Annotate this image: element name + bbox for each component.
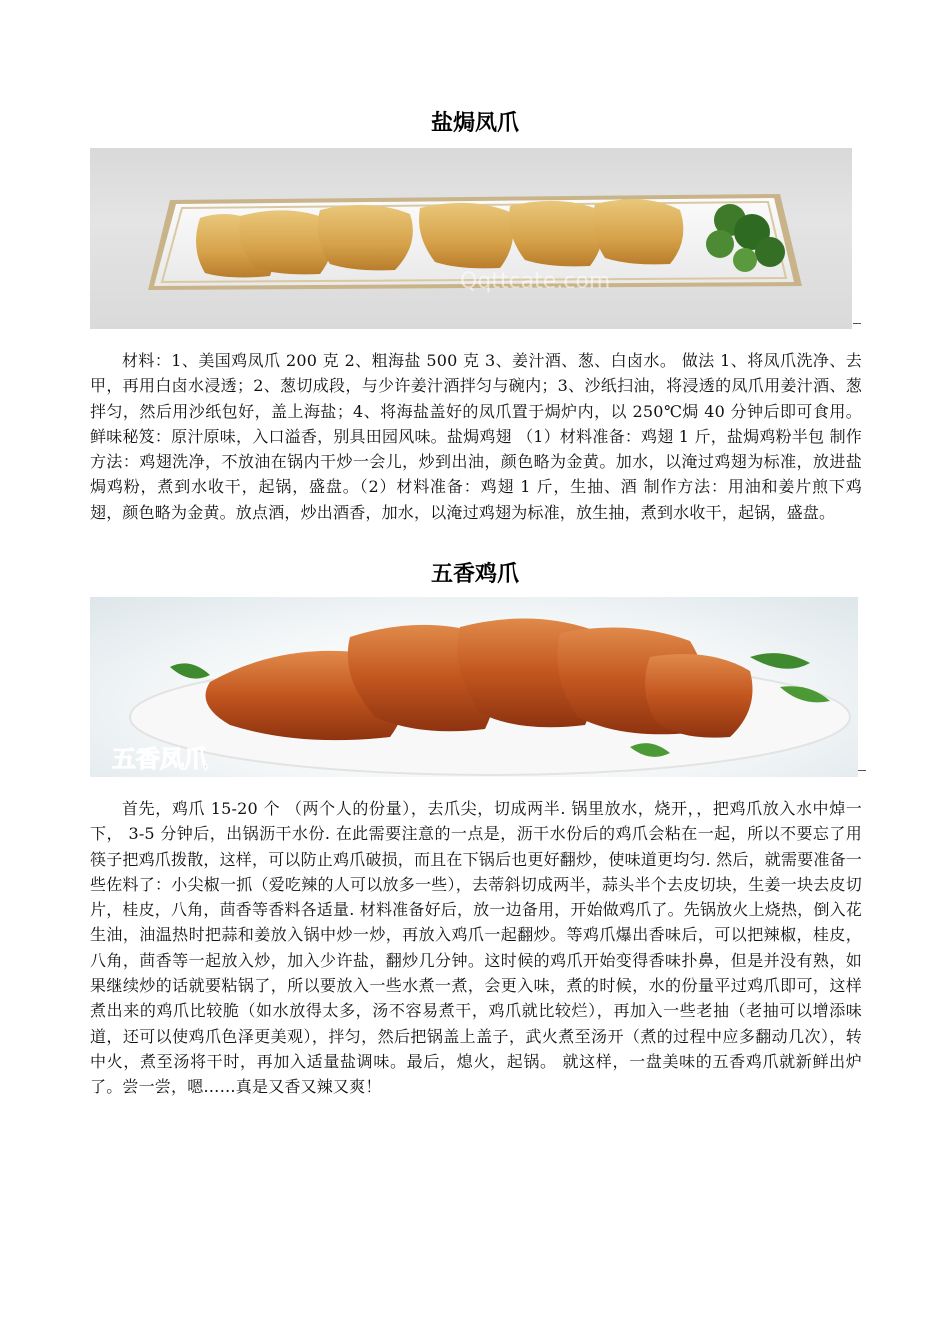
image-edge-mark (853, 323, 861, 324)
recipe-title-five-spice-chicken-feet: 五香鸡爪 (430, 562, 519, 587)
recipe-body-salt-baked-chicken-feet: 材料：1、美国鸡凤爪 200 克 2、粗海盐 500 克 3、姜汁酒、葱、白卤水。 做法 1、将凤爪洗净、去甲，再用白卤水浸透；2、葱切成段，与少许姜汁酒拌匀与碗内；3、沙纸扫油，将浸透的凤爪用姜汁酒、葱拌匀，然后用沙纸包好，盖上海盐；4、将海盐盖好的凤爪置于焗炉内，以 250℃焗 40 分钟后即可食用。鲜味秘笈：原汁原味，入口溢香，别具田园风味。盐焗鸡翅 （1）材料准备：鸡翅 1 斤，盐焗鸡粉半包 制作方法：鸡翅洗净，不放油在锅内干炒一会儿，炒到出油，颜色略为金黄。加水，以淹过鸡翅为标准，放进盐焗鸡粉，煮到水收干，起锅，盛盘。（2）材料准备：鸡翅 1 斤，生抽、酒 制作方法：用油和姜片煎下鸡翅，颜色略为金黄。放点酒，炒出酒香，加水，以淹过鸡翅为标准，放生抽，煮到水收干，起锅，盛盘。 (90, 351, 862, 522)
image-caption-text: 五香凤爪 (112, 745, 208, 773)
image-edge-mark (858, 770, 866, 771)
recipe-title-salt-baked-chicken-feet: 盐焗凤爪 (430, 111, 519, 136)
recipe-body-five-spice-chicken-feet: 首先，鸡爪 15-20 个 （两个人的份量），去爪尖，切成两半. 锅里放水，烧开，，把鸡爪放入水中焯一下， 3-5 分钟后，出锅沥干水份. 在此需要注意的一点是，沥干水份后的鸡爪会粘在一起，所以不要忘了用筷子把鸡爪拨散，这样，可以防止鸡爪破损，而且在下锅后也更好翻炒，使味道更均匀. 然后，就需要准备一些佐料了：小尖椒一抓（爱吃辣的人可以放多一些），去蒂斜切成两半，蒜头半个去皮切块，生姜一块去皮切片，桂皮，八角，茴香等香料各适量. 材料准备好后，放一边备用，开始做鸡爪了。先锅放火上烧热，倒入花生油，油温热时把蒜和姜放入锅中炒一炒，再放入鸡爪一起翻炒。等鸡爪爆出香味后，可以把辣椒，桂皮，八角，茴香等一起放入炒，加入少许盐，翻炒几分钟。这时候的鸡爪开始变得香味扑鼻，但是并没有熟，如果继续炒的话就要粘锅了，所以要放入一些水煮一煮，会更入味，煮的时候，水的份量平过鸡爪即可，这样煮出来的鸡爪比较脆（如水放得太多，汤不容易煮干，鸡爪就比较烂），再加入一些老抽（老抽可以增添味道，还可以使鸡爪色泽更美观），拌匀，然后把锅盖上盖子，武火煮至汤开（煮的过程中应多翻动几次），转中火，煮至汤将干时，再加入适量盐调味。最后，熄火，起锅。 就这样，一盘美味的五香鸡爪就新鲜出炉了。尝一尝，嗯……真是又香又辣又爽！ (90, 799, 862, 1097)
plate-illustration (90, 148, 852, 329)
watermark-text: Qqttcate.com (460, 269, 611, 294)
salt-baked-chicken-feet-photo (90, 148, 852, 329)
dish-illustration (90, 597, 858, 777)
five-spice-chicken-feet-photo (90, 597, 858, 777)
